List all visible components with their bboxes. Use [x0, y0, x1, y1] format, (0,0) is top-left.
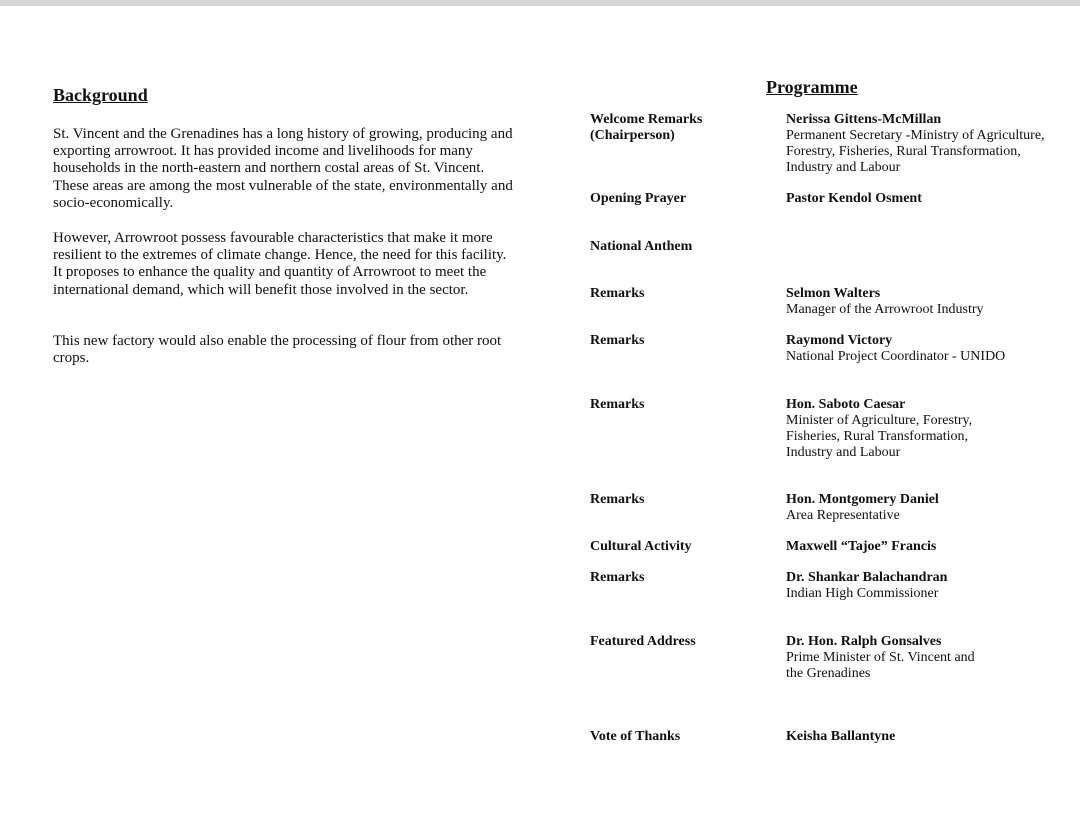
- speaker-name: Maxwell “Tajoe” Francis: [786, 539, 937, 554]
- programme-item-speaker: [786, 539, 1056, 555]
- speaker-role: Area Representative: [786, 508, 900, 523]
- programme-item-speaker: [786, 570, 1056, 602]
- programme-item-speaker: [786, 492, 1056, 524]
- programme-item-speaker: [786, 112, 1056, 176]
- speaker-role: Minister of Agriculture, Forestry, Fisheries, Rural Transformation, Industry and Labour: [786, 413, 973, 460]
- background-paragraph-2: However, Arrowroot possess favourable characteristics that make it more resilient to the extremes of climate change. Hence, the need for this facility. It proposes to enhance the quality and quantity of Arrowroot to meet the international demand, which will benefit those involved in the sector.: [53, 230, 507, 298]
- speaker-role: Manager of the Arrowroot Industry: [786, 302, 984, 317]
- background-paragraph-3: This new factory would also enable the processing of flour from other root crops.: [53, 333, 502, 367]
- programme-item-label: National Anthem: [590, 239, 693, 254]
- speaker-name: Pastor Kendol Osment: [786, 191, 922, 206]
- speaker-role: Indian High Commissioner: [786, 586, 939, 601]
- background-paragraph-1: St. Vincent and the Grenadines has a long history of growing, producing and exporting arrowroot. It has provided income and livelihoods for many households in the north-eastern and northern costal areas of St. Vincent. These areas are among the most vulnerable of the state, environmentally and socio-economically.: [53, 126, 513, 211]
- programme-item-label: Opening Prayer: [590, 191, 687, 206]
- speaker-name: Dr. Hon. Ralph Gonsalves: [786, 634, 942, 649]
- programme-item-label: Vote of Thanks: [590, 729, 681, 744]
- programme-item-speaker: [786, 333, 1056, 365]
- programme-item-speaker: [786, 286, 1056, 318]
- top-border: [0, 0, 1080, 6]
- speaker-name: Nerissa Gittens-McMillan: [786, 112, 942, 127]
- programme-item-label: Welcome Remarks (Chairperson): [590, 112, 703, 143]
- programme-item-label: Featured Address: [590, 634, 696, 649]
- programme-item-label: Remarks: [590, 397, 645, 412]
- programme-item-speaker: [786, 191, 1056, 207]
- programme-item-label: Remarks: [590, 492, 645, 507]
- programme-item-label: Remarks: [590, 570, 645, 585]
- programme-item-label: Remarks: [590, 286, 645, 301]
- programme-item-speaker: [786, 634, 981, 682]
- speaker-name: Keisha Ballantyne: [786, 729, 896, 744]
- programme-item-speaker: [786, 729, 1056, 745]
- programme-item-label: Cultural Activity: [590, 539, 692, 554]
- speaker-role: Prime Minister of St. Vincent and the Grenadines: [786, 650, 975, 681]
- speaker-name: Selmon Walters: [786, 286, 881, 301]
- speaker-name: Dr. Shankar Balachandran: [786, 570, 948, 585]
- speaker-name: Hon. Montgomery Daniel: [786, 492, 939, 507]
- programme-heading: Programme: [766, 77, 858, 97]
- programme-item-speaker: [786, 397, 1001, 461]
- programme-item-label: Remarks: [590, 333, 645, 348]
- speaker-role: Permanent Secretary -Ministry of Agriculture, Forestry, Fisheries, Rural Transformation, Industry and Labour: [786, 128, 1045, 175]
- background-heading: Background: [53, 85, 148, 105]
- speaker-role: National Project Coordinator - UNIDO: [786, 349, 1006, 364]
- speaker-name: Hon. Saboto Caesar: [786, 397, 906, 412]
- speaker-name: Raymond Victory: [786, 333, 893, 348]
